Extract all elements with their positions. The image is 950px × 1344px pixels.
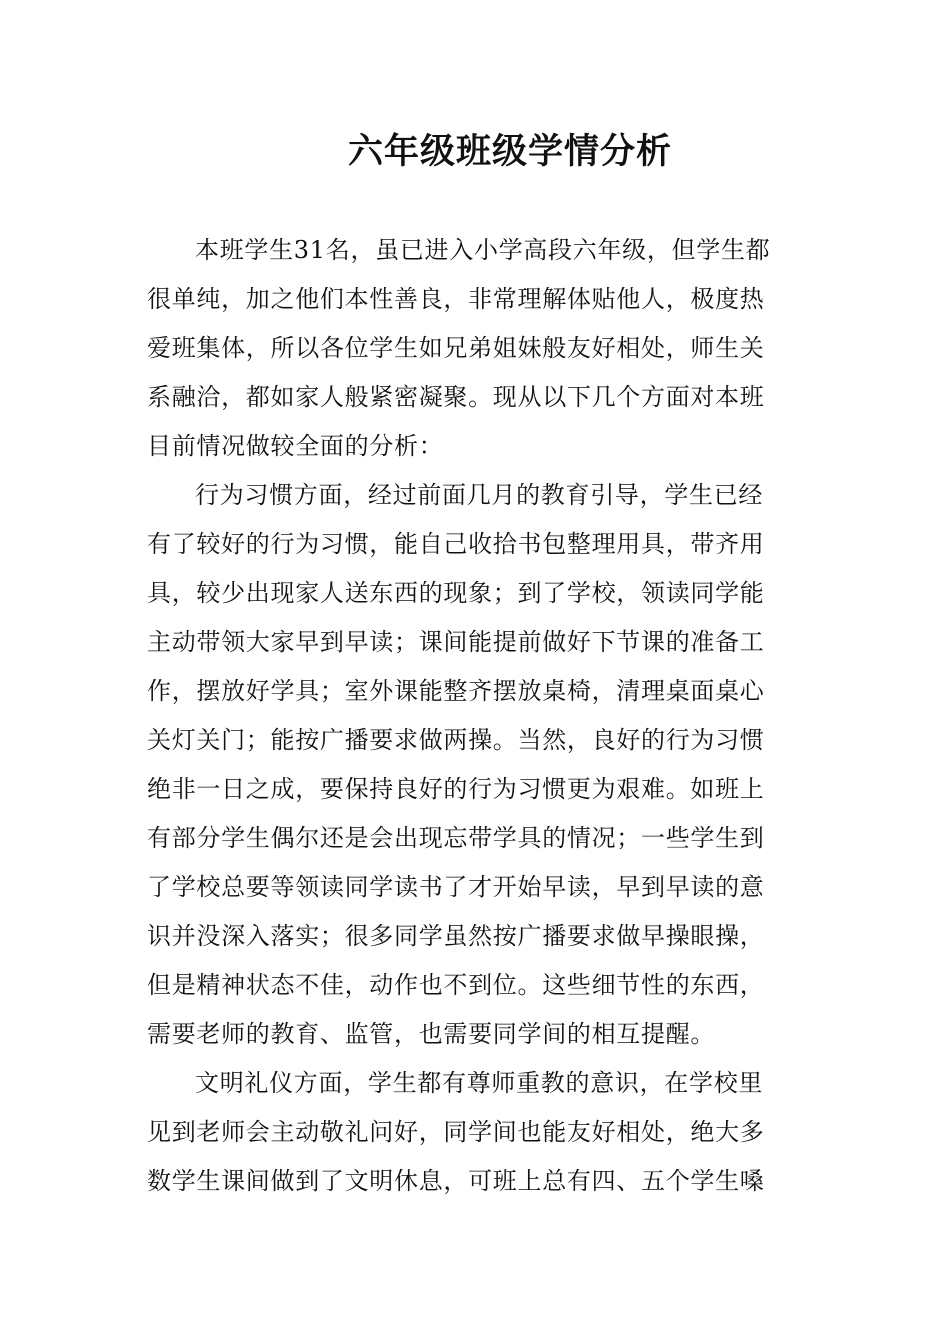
document-title: 六年级班级学情分析 <box>347 131 672 172</box>
body-line-12: 绝非一日之成，要保持良好的行为习惯更为艰难。如班上 <box>147 775 765 803</box>
body-line-9: 主动带领大家早到早读；课间能提前做好下节课的准备工 <box>147 628 765 656</box>
body-line-11: 关灯关门；能按广播要求做两操。当然，良好的行为习惯 <box>147 726 765 754</box>
body-line-1: 本班学生31名，虽已进入小学高段六年级，但学生都 <box>195 236 771 264</box>
body-line-3: 爱班集体，所以各位学生如兄弟姐妹般友好相处，师生关 <box>147 334 765 362</box>
body-line-5: 目前情况做较全面的分析： <box>147 432 444 460</box>
body-line-13: 有部分学生偶尔还是会出现忘带学具的情况；一些学生到 <box>147 824 765 852</box>
body-line-7: 有了较好的行为习惯，能自己收拾书包整理用具，带齐用 <box>147 530 765 558</box>
document-body <box>147 226 807 1206</box>
body-line-20: 数学生课间做到了文明休息，可班上总有四、五个学生嗓 <box>147 1167 765 1195</box>
body-line-8: 具，较少出现家人送东西的现象；到了学校，领读同学能 <box>147 579 765 607</box>
body-line-14: 了学校总要等领读同学读书了才开始早读，早到早读的意 <box>147 873 765 901</box>
body-line-15: 识并没深入落实；很多同学虽然按广播要求做早操眼操， <box>147 922 765 950</box>
body-line-18: 文明礼仪方面，学生都有尊师重教的意识，在学校里 <box>195 1069 764 1097</box>
body-line-4: 系融洽，都如家人般紧密凝聚。现从以下几个方面对本班 <box>147 383 765 411</box>
body-line-19: 见到老师会主动敬礼问好，同学间也能友好相处，绝大多 <box>147 1118 765 1146</box>
body-line-2: 很单纯，加之他们本性善良，非常理解体贴他人，极度热 <box>147 285 765 313</box>
body-line-6: 行为习惯方面，经过前面几月的教育引导，学生已经 <box>195 481 764 509</box>
body-line-16: 但是精神状态不佳，动作也不到位。这些细节性的东西， <box>147 971 765 999</box>
body-line-17: 需要老师的教育、监管，也需要同学间的相互提醒。 <box>147 1020 716 1048</box>
body-line-10: 作，摆放好学具；室外课能整齐摆放桌椅，清理桌面桌心 <box>147 677 765 705</box>
